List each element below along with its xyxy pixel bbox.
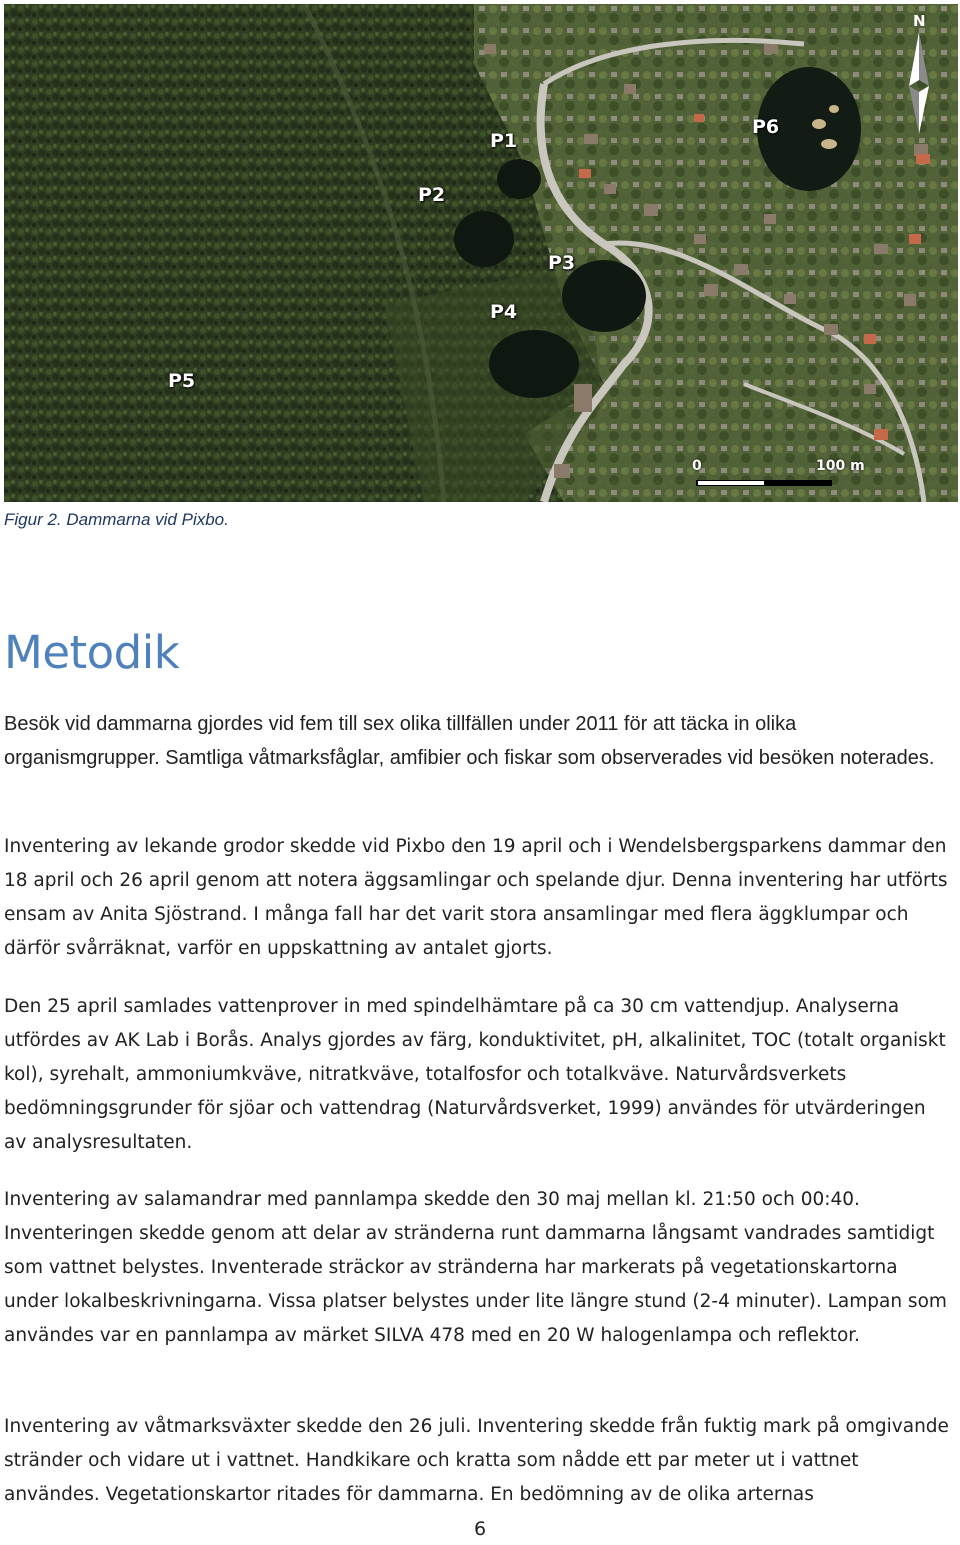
pond-label-p3: P3 bbox=[548, 252, 576, 274]
pond-label-p5: P5 bbox=[168, 370, 196, 392]
figure-caption: Figur 2. Dammarna vid Pixbo. bbox=[4, 510, 229, 529]
paragraph-water-samples: Den 25 april samlades vattenprover in med spindelhämtare på ca 30 cm vattendjup. Analyserna utfördes av AK Lab i Borås. Analys gjordes av färg, konduktivitet, pH, alkalinitet, TOC (totalt organiskt kol), syrehalt, ammoniumkväve, nitratkväve, totalfosfor och totalkväve. Naturvårdsverkets bedömningsgrunder för sjöar och vattendrag (Naturvårdsverket, 1999) användes för utvärderingen av analysresultaten. bbox=[4, 996, 946, 1153]
paragraph-wetland-plants: Inventering av våtmarksväxter skedde den 26 juli. Inventering skedde från fuktig mark på omgivande stränder och vidare ut i vattnet. Handkikare och kratta som nådde ett par meter ut i vattnet användes. Vegetationskartor ritades för dammarna. En bedömning av de olika arternas bbox=[4, 1416, 949, 1505]
section-heading: Metodik bbox=[4, 626, 180, 679]
pond-label-p6: P6 bbox=[752, 116, 780, 138]
paragraph-frogs: Inventering av lekande grodor skedde vid Pixbo den 19 april och i Wendelsbergsparkens dammar den 18 april och 26 april genom att notera äggsamlingar och spelande djur. Denna inventering har utförts ensam av Anita Sjöstrand. I många fall har det varit stora ansamlingar med flera äggklumpar och därför svårräknat, varför en uppskattning av antalet gjorts. bbox=[4, 836, 948, 959]
aerial-photo bbox=[4, 4, 958, 502]
scale-start-label: 0 bbox=[692, 458, 702, 474]
pond-label-p2: P2 bbox=[418, 184, 446, 206]
paragraph-salamanders: Inventering av salamandrar med pannlampa skedde den 30 maj mellan kl. 21:50 och 00:40. Inventeringen skedde genom att delar av stränderna runt dammarna långsamt vandrades samtidigt som vattnet belystes. Inventerade sträckor av stränderna har markerats på vegetationskartorna under lokalbeskrivningarna. Vissa platser belystes under lite längre stund (2-4 minuter). Lampan som användes var en pannlampa av märket SILVA 478 med en 20 W halogenlampa och reflektor. bbox=[4, 1189, 947, 1346]
north-arrow-icon: N bbox=[913, 12, 926, 30]
pond-label-p1: P1 bbox=[490, 130, 518, 152]
pond-label-p4: P4 bbox=[490, 301, 518, 323]
scale-end-label: 100 m bbox=[816, 458, 865, 474]
paragraph-visits: Besök vid dammarna gjordes vid fem till sex olika tillfällen under 2011 för att täcka in olika organismgrupper. Samtliga våtmarksfåglar, amfibier och fiskar som observerades vid besöken noterades. bbox=[4, 713, 935, 769]
page-number: 6 bbox=[473, 1518, 487, 1540]
aerial-map-image bbox=[4, 4, 958, 502]
